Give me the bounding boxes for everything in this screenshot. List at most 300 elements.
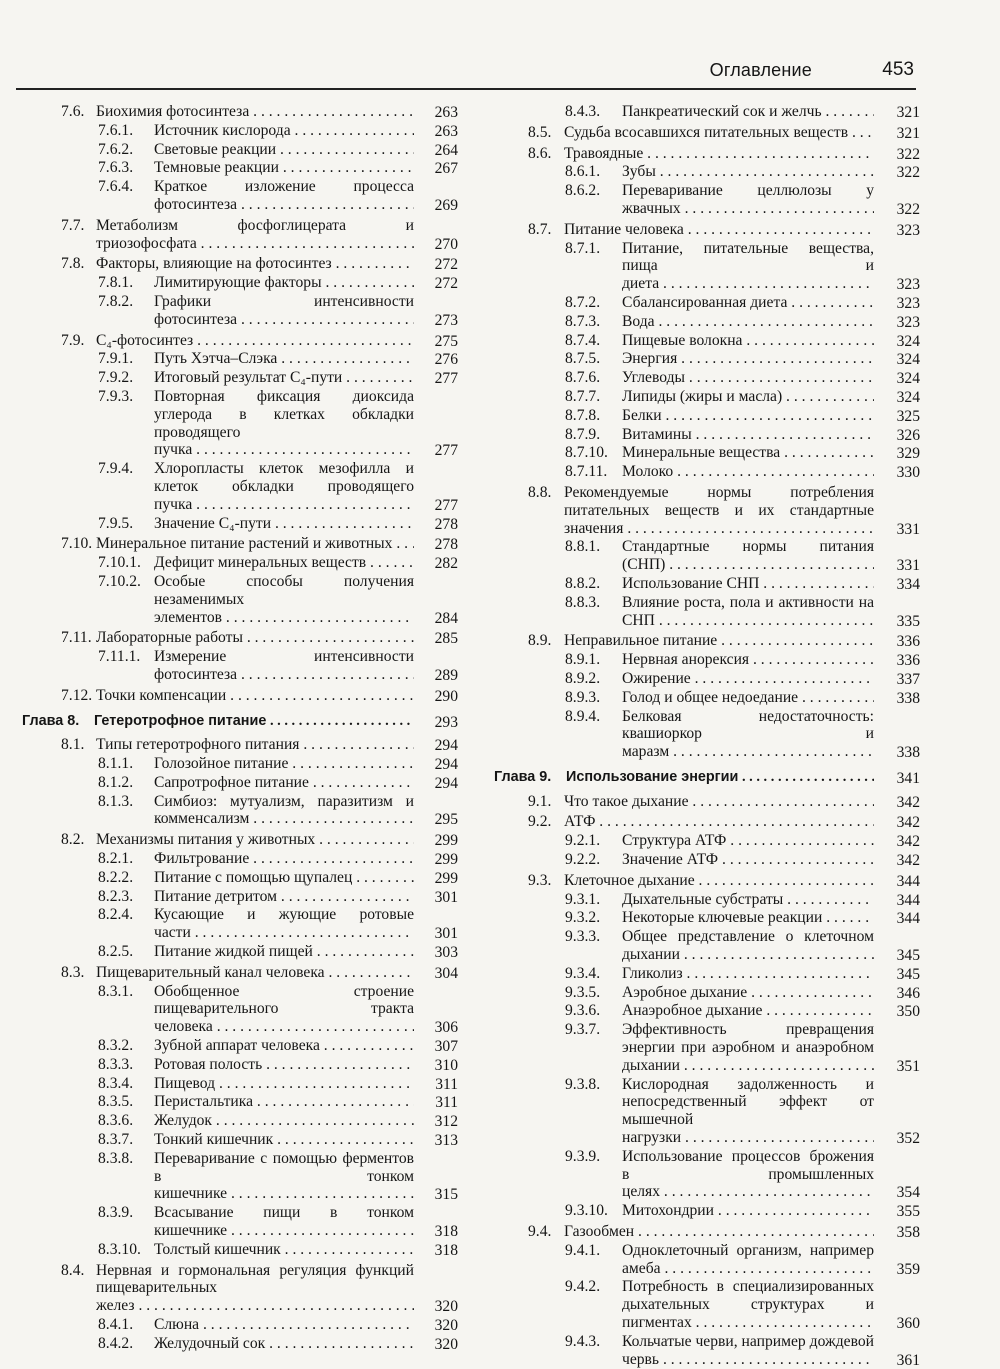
toc-entry-page: 284 bbox=[434, 609, 458, 627]
toc-entry-title: Краткое изложение процесса фотосинтеза . . . bbox=[154, 178, 414, 214]
toc-entry-number: 9.2. bbox=[528, 813, 552, 831]
toc-entry-page: 272 bbox=[434, 256, 458, 274]
toc-left-column bbox=[22, 103, 458, 1353]
toc-section-entry bbox=[494, 145, 920, 163]
toc-subsection-entry bbox=[28, 648, 458, 684]
toc-section-entry bbox=[494, 124, 920, 142]
toc-entry-number: 7.6.1. bbox=[98, 121, 134, 139]
toc-entry-page: 321 bbox=[896, 104, 920, 121]
toc-entry-number: 7.8.2. bbox=[98, 292, 134, 310]
toc-entry-title: Неправильное питание . . . bbox=[564, 632, 874, 650]
toc-entry-number: 7.9.4. bbox=[98, 460, 134, 478]
toc-entry-title: Общее представление о клеточном дыхании . . . bbox=[622, 928, 874, 964]
toc-entry-number: 9.3. bbox=[528, 871, 552, 889]
running-title: Оглавление bbox=[709, 60, 812, 80]
toc-entry-page: 289 bbox=[434, 666, 458, 684]
toc-entry-number: 8.6. bbox=[528, 144, 552, 162]
toc-entry-title: Кольчатые черви, например дождевой червь . . . bbox=[622, 1333, 874, 1369]
toc-entry-page: 336 bbox=[896, 652, 920, 670]
toc-subsection-entry bbox=[494, 1076, 920, 1147]
toc-entry-page: 282 bbox=[434, 555, 458, 573]
toc-entry-number: 8.6.1. bbox=[565, 163, 601, 181]
toc-entry-page: 301 bbox=[434, 888, 458, 906]
toc-entry-number: 8.7.5. bbox=[565, 350, 601, 368]
toc-subsection-entry bbox=[28, 1335, 458, 1353]
toc-entry-page: 294 bbox=[434, 774, 458, 792]
toc-entry-title: Анаэробное дыхание . . . bbox=[622, 1002, 874, 1020]
toc-subsection-entry bbox=[494, 369, 920, 387]
toc-entry-title: Значение C₄-пути . . . bbox=[154, 515, 414, 533]
toc-section-entry bbox=[494, 1223, 920, 1241]
toc-entry-page: 331 bbox=[896, 557, 920, 575]
toc-section-entry bbox=[28, 629, 458, 647]
toc-entry-title: Минеральные вещества . . . bbox=[622, 444, 874, 462]
toc-entry-number: 8.2.5. bbox=[98, 943, 134, 961]
toc-entry-page: 276 bbox=[434, 351, 458, 369]
toc-entry-number: 8.7.9. bbox=[565, 425, 601, 443]
toc-entry-page: 277 bbox=[434, 442, 458, 460]
toc-entry-title: Всасывание пищи в тонком кишечнике . . . bbox=[154, 1204, 414, 1240]
toc-entry-title: C₄-фотосинтез . . . bbox=[96, 332, 414, 350]
toc-entry-page: 295 bbox=[434, 811, 458, 829]
toc-subsection-entry bbox=[494, 103, 920, 121]
toc-entry-title: Травоядные . . . bbox=[564, 145, 874, 163]
toc-entry-title: Хлоропласты клеток мезофилла и клеток обкладки проводящего пучка . . . bbox=[154, 460, 414, 513]
toc-entry-number: 9.3.3. bbox=[565, 928, 601, 946]
toc-entry-title: Пищевод . . . bbox=[154, 1075, 414, 1093]
toc-entry-number: 7.9.1. bbox=[98, 350, 134, 368]
toc-subsection-entry bbox=[28, 515, 458, 533]
toc-entry-number: 8.9.3. bbox=[565, 688, 601, 706]
toc-entry-title: Ожирение . . . bbox=[622, 670, 874, 688]
toc-entry-title: Нервная и гормональная регуляция функций пищеварительных желез . . . bbox=[96, 1262, 414, 1315]
toc-entry-page: 275 bbox=[434, 332, 458, 350]
toc-entry-number: 8.7.3. bbox=[565, 312, 601, 330]
toc-entry-number: 9.3.8. bbox=[565, 1075, 601, 1093]
toc-entry-title: Лабораторные работы . . . bbox=[96, 629, 414, 647]
toc-subsection-entry bbox=[494, 313, 920, 331]
toc-entry-page: 354 bbox=[896, 1184, 920, 1202]
toc-entry-page: 324 bbox=[896, 351, 920, 369]
toc-subsection-entry bbox=[28, 1204, 458, 1240]
toc-right-column bbox=[494, 103, 920, 1368]
toc-section-entry bbox=[28, 687, 458, 705]
toc-entry-page: 320 bbox=[434, 1298, 458, 1316]
toc-entry-title: Особые способы получения незаменимых элементов . . . bbox=[154, 573, 414, 626]
toc-entry-page: 341 bbox=[896, 769, 920, 787]
toc-entry-page: 342 bbox=[896, 852, 920, 870]
toc-subsection-entry bbox=[28, 293, 458, 329]
toc-entry-title: Симбиоз: мутуализм, паразитизм и комменсализм . . . bbox=[154, 793, 414, 829]
toc-entry-title: Графики интенсивности фотосинтеза . . . bbox=[154, 293, 414, 329]
toc-section-entry bbox=[28, 255, 458, 273]
toc-entry-title: Толстый кишечник . . . bbox=[154, 1241, 414, 1259]
toc-entry-page: 322 bbox=[896, 164, 920, 182]
toc-subsection-entry bbox=[28, 388, 458, 459]
toc-entry-number: 8.2.2. bbox=[98, 868, 134, 886]
toc-entry-page: 301 bbox=[434, 925, 458, 943]
toc-entry-title: Кусающие и жующие ротовые части . . . bbox=[154, 906, 414, 942]
toc-entry-page: 336 bbox=[896, 633, 920, 651]
toc-subsection-entry bbox=[494, 594, 920, 630]
toc-entry-number: 9.2.1. bbox=[565, 832, 601, 850]
toc-section-entry bbox=[28, 736, 458, 754]
toc-subsection-entry bbox=[494, 965, 920, 983]
toc-entry-page: 358 bbox=[896, 1224, 920, 1242]
toc-entry-page: 361 bbox=[896, 1351, 920, 1369]
toc-entry-title: Потребность в специализированных дыхательных структурах и пигментах . . . bbox=[622, 1278, 874, 1331]
page-header bbox=[16, 58, 916, 90]
toc-entry-number: 8.9.2. bbox=[565, 669, 601, 687]
toc-entry-title: Механизмы питания у животных . . . bbox=[96, 831, 414, 849]
toc-entry-page: 331 bbox=[896, 520, 920, 538]
toc-subsection-entry bbox=[494, 463, 920, 481]
toc-entry-page: 263 bbox=[434, 122, 458, 140]
toc-subsection-entry bbox=[494, 332, 920, 350]
toc-entry-number: 8.3.6. bbox=[98, 1112, 134, 1130]
toc-entry-number: 8.1.1. bbox=[98, 755, 134, 773]
toc-subsection-entry bbox=[494, 350, 920, 368]
toc-entry-number: 8.9.1. bbox=[565, 651, 601, 669]
toc-entry-title: Использование энергии . . . bbox=[566, 769, 874, 787]
toc-entry-number: 8.4. bbox=[61, 1261, 85, 1279]
toc-entry-page: 277 bbox=[434, 496, 458, 514]
toc-entry-page: 294 bbox=[434, 756, 458, 774]
toc-entry-page: 299 bbox=[434, 851, 458, 869]
toc-entry-number: 7.10. bbox=[61, 535, 93, 553]
toc-entry-number: 8.3.2. bbox=[98, 1037, 134, 1055]
toc-entry-title: Пищеварительный канал человека . . . bbox=[96, 964, 414, 982]
toc-subsection-entry bbox=[494, 928, 920, 964]
toc-section-entry bbox=[28, 964, 458, 982]
toc-subsection-entry bbox=[494, 851, 920, 869]
toc-entry-number: Глава 9. bbox=[494, 768, 552, 785]
toc-entry-number: 7.11.1. bbox=[98, 648, 141, 666]
toc-section-entry bbox=[28, 332, 458, 350]
toc-entry-number: 9.1. bbox=[528, 792, 552, 810]
toc-entry-number: 9.3.6. bbox=[565, 1002, 601, 1020]
toc-entry-title: Аэробное дыхание . . . bbox=[622, 984, 874, 1002]
toc-entry-number: 8.3. bbox=[61, 963, 85, 981]
toc-entry-page: 320 bbox=[434, 1317, 458, 1334]
toc-chapter-entry bbox=[22, 712, 458, 731]
toc-subsection-entry bbox=[28, 850, 458, 868]
toc-entry-title: Судьба всосавшихся питательных веществ . . . bbox=[564, 124, 874, 142]
toc-entry-page: 270 bbox=[434, 235, 458, 253]
toc-entry-page: 324 bbox=[896, 370, 920, 388]
toc-subsection-entry bbox=[494, 426, 920, 444]
toc-entry-number: 9.4. bbox=[528, 1223, 552, 1241]
toc-entry-page: 311 bbox=[435, 1094, 458, 1112]
toc-entry-page: 321 bbox=[896, 124, 920, 142]
toc-entry-title: Сапротрофное питание . . . bbox=[154, 774, 414, 792]
toc-entry-page: 322 bbox=[896, 145, 920, 163]
toc-subsection-entry bbox=[28, 888, 458, 906]
toc-entry-page: 360 bbox=[896, 1315, 920, 1332]
toc-entry-title: Молоко . . . bbox=[622, 463, 874, 481]
toc-subsection-entry bbox=[28, 1112, 458, 1130]
toc-entry-number: 9.3.2. bbox=[565, 909, 601, 927]
toc-entry-number: 8.3.5. bbox=[98, 1093, 134, 1111]
toc-entry-number: 8.3.10. bbox=[98, 1240, 141, 1258]
toc-subsection-entry bbox=[494, 891, 920, 909]
toc-entry-page: 330 bbox=[896, 464, 920, 482]
toc-entry-number: 7.9. bbox=[61, 331, 85, 349]
toc-entry-page: 342 bbox=[896, 793, 920, 811]
toc-entry-number: 8.7.10. bbox=[565, 444, 608, 462]
toc-entry-title: АТФ . . . bbox=[564, 813, 874, 831]
toc-entry-number: 8.7. bbox=[528, 220, 552, 238]
toc-subsection-entry bbox=[494, 575, 920, 593]
toc-entry-number: 8.8. bbox=[528, 483, 552, 501]
toc-entry-page: 323 bbox=[896, 294, 920, 312]
toc-entry-page: 345 bbox=[896, 947, 920, 965]
toc-subsection-entry bbox=[494, 1002, 920, 1020]
toc-entry-number: 7.8.1. bbox=[98, 274, 134, 292]
toc-entry-title: Питание, питательные вещества, пища и диета . . . bbox=[622, 240, 874, 293]
toc-entry-number: 8.7.8. bbox=[565, 406, 601, 424]
toc-entry-number: 8.6.2. bbox=[565, 182, 601, 200]
toc-entry-page: 273 bbox=[434, 311, 458, 329]
toc-entry-page: 324 bbox=[896, 332, 920, 350]
toc-entry-page: 299 bbox=[434, 832, 458, 850]
toc-entry-title: Что такое дыхание . . . bbox=[564, 793, 874, 811]
toc-entry-page: 350 bbox=[896, 1003, 920, 1021]
toc-entry-number: 7.6.4. bbox=[98, 178, 134, 196]
toc-subsection-entry bbox=[28, 1150, 458, 1203]
toc-entry-page: 278 bbox=[434, 515, 458, 533]
toc-subsection-entry bbox=[494, 984, 920, 1002]
toc-entry-title: Белки . . . bbox=[622, 407, 874, 425]
toc-entry-number: 9.4.2. bbox=[565, 1278, 601, 1296]
toc-subsection-entry bbox=[494, 909, 920, 927]
toc-entry-page: 337 bbox=[896, 670, 920, 688]
toc-entry-number: 8.3.4. bbox=[98, 1074, 134, 1092]
toc-entry-number: 9.3.9. bbox=[565, 1147, 601, 1165]
toc-subsection-entry bbox=[28, 983, 458, 1036]
toc-entry-title: Лимитирующие факторы . . . bbox=[154, 274, 414, 292]
toc-entry-title: Метаболизм фосфоглицерата и триозофосфата . . . bbox=[96, 217, 414, 253]
toc-entry-page: 355 bbox=[896, 1203, 920, 1221]
toc-entry-title: Использование СНП . . . bbox=[622, 575, 874, 593]
toc-entry-title: Слюна . . . bbox=[154, 1316, 414, 1334]
toc-entry-page: 320 bbox=[434, 1335, 458, 1353]
toc-subsection-entry bbox=[28, 159, 458, 177]
toc-entry-title: Использование процессов брожения в промышленных целях . . . bbox=[622, 1148, 874, 1201]
toc-entry-number: 8.2.3. bbox=[98, 887, 134, 905]
toc-entry-number: 8.8.3. bbox=[565, 593, 601, 611]
toc-section-entry bbox=[28, 831, 458, 849]
toc-entry-page: 329 bbox=[896, 445, 920, 463]
toc-entry-title: Желудочный сок . . . bbox=[154, 1335, 414, 1353]
toc-entry-title: Точки компенсации . . . bbox=[96, 687, 414, 705]
toc-section-entry bbox=[28, 1262, 458, 1315]
toc-entry-title: Тонкий кишечник . . . bbox=[154, 1131, 414, 1149]
toc-entry-number: 8.3.1. bbox=[98, 982, 134, 1000]
toc-entry-number: 8.7.6. bbox=[565, 369, 601, 387]
toc-subsection-entry bbox=[494, 1333, 920, 1369]
toc-entry-number: 7.9.3. bbox=[98, 387, 134, 405]
toc-entry-title: Итоговый результат C₄-пути . . . bbox=[154, 369, 414, 387]
toc-entry-title: Некоторые ключевые реакции . . . bbox=[622, 909, 874, 927]
toc-entry-number: Глава 8. bbox=[22, 712, 80, 729]
toc-subsection-entry bbox=[28, 141, 458, 159]
toc-entry-page: 344 bbox=[896, 872, 920, 890]
toc-subsection-entry bbox=[28, 943, 458, 961]
toc-subsection-entry bbox=[28, 1241, 458, 1259]
toc-subsection-entry bbox=[28, 350, 458, 368]
toc-section-entry bbox=[494, 632, 920, 650]
toc-entry-title: Гетеротрофное питание . . . bbox=[94, 713, 414, 731]
toc-entry-title: Значение АТФ . . . bbox=[622, 851, 874, 869]
toc-entry-number: 7.10.2. bbox=[98, 572, 141, 590]
toc-entry-title: Вода . . . bbox=[622, 313, 874, 331]
toc-subsection-entry bbox=[28, 755, 458, 773]
toc-entry-page: 310 bbox=[434, 1056, 458, 1074]
toc-entry-number: 9.4.1. bbox=[565, 1241, 601, 1259]
toc-entry-page: 338 bbox=[896, 689, 920, 707]
toc-subsection-entry bbox=[28, 1075, 458, 1093]
toc-subsection-entry bbox=[28, 369, 458, 387]
toc-entry-page: 278 bbox=[434, 536, 458, 554]
toc-entry-title: Клеточное дыхание . . . bbox=[564, 872, 874, 890]
toc-entry-title: Голозойное питание . . . bbox=[154, 755, 414, 773]
toc-entry-page: 269 bbox=[434, 196, 458, 214]
toc-subsection-entry bbox=[28, 1316, 458, 1334]
toc-subsection-entry bbox=[494, 1148, 920, 1201]
toc-entry-page: 293 bbox=[434, 713, 458, 731]
toc-section-entry bbox=[494, 813, 920, 831]
toc-entry-title: Стандартные нормы питания (СНП) . . . bbox=[622, 538, 874, 574]
toc-subsection-entry bbox=[28, 1037, 458, 1055]
toc-entry-page: 307 bbox=[434, 1038, 458, 1056]
toc-entry-number: 7.9.5. bbox=[98, 514, 134, 532]
toc-section-entry bbox=[494, 872, 920, 890]
toc-entry-title: Минеральное питание растений и животных . . . bbox=[96, 535, 414, 553]
toc-chapter-entry bbox=[494, 769, 920, 787]
toc-entry-number: 8.7.4. bbox=[565, 331, 601, 349]
toc-entry-number: 8.1. bbox=[61, 736, 85, 754]
toc-entry-page: 267 bbox=[434, 160, 458, 178]
toc-section-entry bbox=[28, 535, 458, 553]
toc-entry-page: 272 bbox=[434, 275, 458, 293]
toc-entry-number: 7.9.2. bbox=[98, 369, 134, 387]
toc-entry-number: 8.4.3. bbox=[565, 103, 601, 120]
toc-entry-title: Питание с помощью щупалец . . . bbox=[154, 869, 414, 887]
toc-entry-number: 8.3.7. bbox=[98, 1131, 134, 1149]
toc-entry-page: 323 bbox=[896, 276, 920, 294]
toc-subsection-entry bbox=[494, 294, 920, 312]
toc-entry-title: Переваривание с помощью ферментов в тонком кишечнике . . . bbox=[154, 1150, 414, 1203]
toc-entry-page: 264 bbox=[434, 141, 458, 159]
toc-entry-title: Желудок . . . bbox=[154, 1112, 414, 1130]
toc-entry-title: Митохондрии . . . bbox=[622, 1202, 874, 1220]
toc-entry-number: 8.7.7. bbox=[565, 387, 601, 405]
toc-subsection-entry bbox=[28, 793, 458, 829]
toc-entry-number: 9.3.7. bbox=[565, 1021, 601, 1039]
toc-entry-number: 7.7. bbox=[61, 216, 85, 234]
toc-entry-number: 9.3.4. bbox=[565, 964, 601, 982]
toc-entry-page: 324 bbox=[896, 388, 920, 406]
toc-entry-title: Фильтрование . . . bbox=[154, 850, 414, 868]
toc-entry-page: 346 bbox=[896, 984, 920, 1002]
toc-entry-number: 8.1.3. bbox=[98, 792, 134, 810]
toc-subsection-entry bbox=[28, 274, 458, 292]
toc-entry-number: 7.8. bbox=[61, 255, 85, 273]
toc-section-entry bbox=[28, 217, 458, 253]
toc-entry-number: 8.7.1. bbox=[565, 239, 601, 257]
toc-subsection-entry bbox=[494, 689, 920, 707]
toc-subsection-entry bbox=[28, 460, 458, 513]
toc-entry-number: 7.12. bbox=[61, 686, 93, 704]
toc-entry-title: Энергия . . . bbox=[622, 350, 874, 368]
toc-entry-number: 8.2. bbox=[61, 831, 85, 849]
toc-entry-title: Дефицит минеральных веществ . . . bbox=[154, 554, 414, 572]
toc-entry-page: 277 bbox=[434, 370, 458, 388]
toc-subsection-entry bbox=[494, 182, 920, 218]
toc-subsection-entry bbox=[494, 832, 920, 850]
toc-entry-page: 359 bbox=[896, 1260, 920, 1278]
toc-entry-page: 306 bbox=[434, 1019, 458, 1037]
toc-entry-number: 7.10.1. bbox=[98, 554, 141, 572]
toc-entry-number: 8.3.9. bbox=[98, 1204, 134, 1222]
toc-entry-title: Гликолиз . . . bbox=[622, 965, 874, 983]
toc-entry-number: 9.2.2. bbox=[565, 851, 601, 869]
toc-entry-page: 322 bbox=[896, 200, 920, 218]
toc-entry-page: 312 bbox=[434, 1113, 458, 1131]
toc-entry-title: Липиды (жиры и масла) . . . bbox=[622, 388, 874, 406]
toc-entry-page: 318 bbox=[434, 1241, 458, 1259]
toc-entry-page: 338 bbox=[896, 744, 920, 762]
toc-section-entry bbox=[28, 103, 458, 121]
toc-subsection-entry bbox=[494, 1278, 920, 1331]
toc-entry-title: Обобщенное строение пищеварительного тракта человека . . . bbox=[154, 983, 414, 1036]
toc-entry-title: Путь Хэтча–Слэка . . . bbox=[154, 350, 414, 368]
toc-entry-title: Рекомендуемые нормы потребления питательных веществ и их стандартные значения . . . bbox=[564, 484, 874, 537]
toc-subsection-entry bbox=[28, 573, 458, 626]
toc-subsection-entry bbox=[28, 906, 458, 942]
toc-entry-title: Панкреатический сок и желчь . . . bbox=[622, 103, 874, 121]
page-number: 453 bbox=[882, 59, 914, 80]
toc-subsection-entry bbox=[28, 554, 458, 572]
toc-entry-title: Дыхательные субстраты . . . bbox=[622, 891, 874, 909]
toc-entry-number: 9.4.3. bbox=[565, 1332, 601, 1350]
toc-entry-page: 342 bbox=[896, 814, 920, 832]
toc-entry-page: 344 bbox=[896, 910, 920, 928]
toc-entry-number: 8.8.2. bbox=[565, 574, 601, 592]
toc-entry-title: Перистальтика . . . bbox=[154, 1093, 414, 1111]
toc-entry-page: 334 bbox=[896, 575, 920, 593]
toc-entry-number: 8.4.1. bbox=[98, 1316, 134, 1333]
toc-entry-number: 7.6.2. bbox=[98, 140, 134, 158]
toc-entry-page: 303 bbox=[434, 944, 458, 962]
toc-entry-page: 290 bbox=[434, 687, 458, 705]
toc-subsection-entry bbox=[494, 163, 920, 181]
toc-subsection-entry bbox=[28, 1056, 458, 1074]
toc-entry-title: Темновые реакции . . . bbox=[154, 159, 414, 177]
toc-entry-title: Газообмен . . . bbox=[564, 1223, 874, 1241]
toc-entry-page: 351 bbox=[896, 1057, 920, 1075]
toc-subsection-entry bbox=[494, 407, 920, 425]
toc-entry-page: 304 bbox=[434, 964, 458, 982]
toc-entry-page: 299 bbox=[434, 869, 458, 887]
toc-subsection-entry bbox=[28, 122, 458, 140]
toc-subsection-entry bbox=[28, 1093, 458, 1111]
toc-entry-title: Эффективность превращения энергии при аэробном и анаэробном дыхании . . . bbox=[622, 1021, 874, 1074]
toc-entry-number: 9.3.1. bbox=[565, 890, 601, 908]
toc-entry-title: Нервная анорексия . . . bbox=[622, 651, 874, 669]
toc-section-entry bbox=[494, 484, 920, 537]
